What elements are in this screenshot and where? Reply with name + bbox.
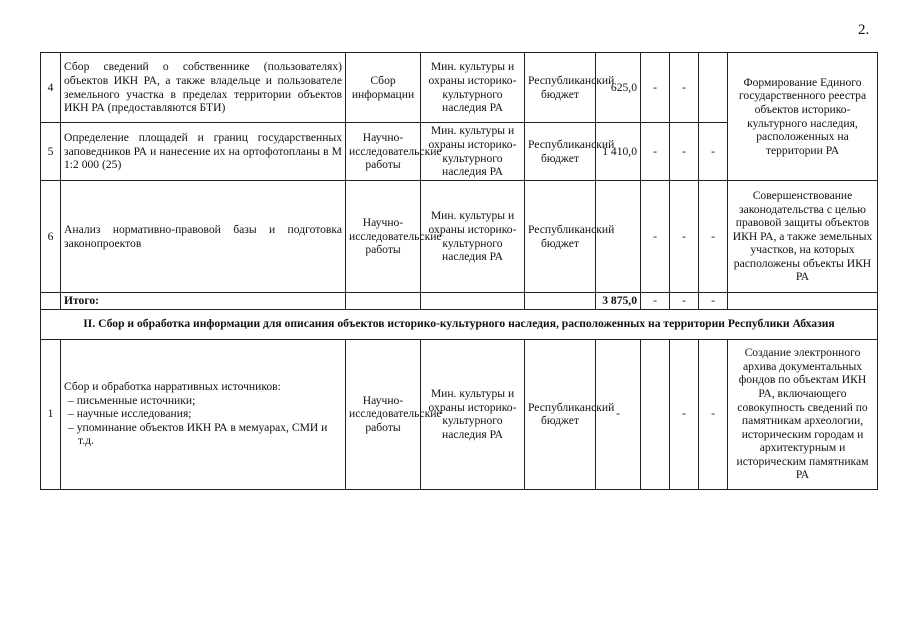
year-3-cell: - [699,181,728,293]
year-1-cell: - [641,53,670,123]
table-row [41,339,878,489]
program-table [40,52,878,490]
total-year-2: - [670,293,699,310]
funding-amount: 625,0 [596,53,641,123]
work-type: Научно-исследовательские работы [346,123,421,181]
total-year-3: - [699,293,728,310]
section-title: II. Сбор и обработка информации для описания объектов историко-культурного наследия, расположенных на территории Республики Абхазия [41,309,878,339]
list-item: – научные исследования; [68,407,192,421]
empty-cell [525,293,596,310]
funding-source: Республиканский бюджет [525,339,596,489]
year-1-cell [641,339,670,489]
row-number: 1 [41,339,61,489]
year-2-cell: - [670,123,699,181]
year-1-cell: - [641,181,670,293]
total-year-1: - [641,293,670,310]
funding-source: Республиканский бюджет [525,123,596,181]
year-1-cell: - [641,123,670,181]
work-type: Научно-исследовательские работы [346,339,421,489]
funding-amount: 1 410,0 [596,123,641,181]
measure-description [61,339,346,489]
expected-result: Совершенствование законодательства с целью правовой защиты объектов ИКН РА, а также земельных участков, на которых расположены объекты ИКН РА [728,181,878,293]
responsible-executor: Мин. культуры и охраны историко-культурного наследия РА [421,123,525,181]
row-number: 4 [41,53,61,123]
measure-description: Определение площадей и границ государственных заповедников РА и нанесение их на ортофотопланы в М 1:2 000 (25) [61,123,346,181]
empty-cell [346,293,421,310]
page-number: 2. [858,22,870,38]
list-item: – упоминание объектов ИКН РА в мемуарах, СМИ и т.д. [68,420,328,448]
table-row [41,181,878,293]
source-list [64,394,342,448]
total-amount: 3 875,0 [596,293,641,310]
empty-cell [421,293,525,310]
work-type: Сбор информации [346,53,421,123]
responsible-executor: Мин. культуры и охраны историко-культурного наследия РА [421,181,525,293]
work-type: Научно-исследовательские работы [346,181,421,293]
year-3-cell [699,53,728,123]
total-row [41,293,878,310]
responsible-executor: Мин. культуры и охраны историко-культурного наследия РА [421,53,525,123]
funding-amount [596,181,641,293]
expected-result: Формирование Единого государственного реестра объектов историко-культурного наследия, расположенных на территории РА [728,53,878,181]
empty-cell [728,293,878,310]
list-item: – письменные источники; [68,393,196,407]
year-2-cell: - [670,53,699,123]
measure-intro: Сбор и обработка нарративных источников: [64,380,281,394]
row-number: 6 [41,181,61,293]
year-3-cell: - [699,123,728,181]
measure-description: Сбор сведений о собственнике (пользователях) объектов ИКН РА, а также владельце и пользователе земельного участка в пределах территории объектов ИКН РА (предоставляются БТИ) [61,53,346,123]
total-label: Итого: [61,293,346,310]
responsible-executor: Мин. культуры и охраны историко-культурного наследия РА [421,339,525,489]
row-number: 5 [41,123,61,181]
table-row [41,53,878,123]
funding-source: Республиканский бюджет [525,53,596,123]
empty-cell [41,293,61,310]
year-2-cell: - [670,339,699,489]
expected-result: Создание электронного архива документальных фондов по объектам ИКН РА, включающего совокупность сведений по памятникам археологии, историческим городам и архитектурным и историческим памятникам РА [728,339,878,489]
funding-amount: - [596,339,641,489]
funding-source: Республиканский бюджет [525,181,596,293]
year-2-cell: - [670,181,699,293]
year-3-cell: - [699,339,728,489]
measure-description: Анализ нормативно-правовой базы и подготовка законопроектов [61,181,346,293]
section-header-row [41,309,878,339]
